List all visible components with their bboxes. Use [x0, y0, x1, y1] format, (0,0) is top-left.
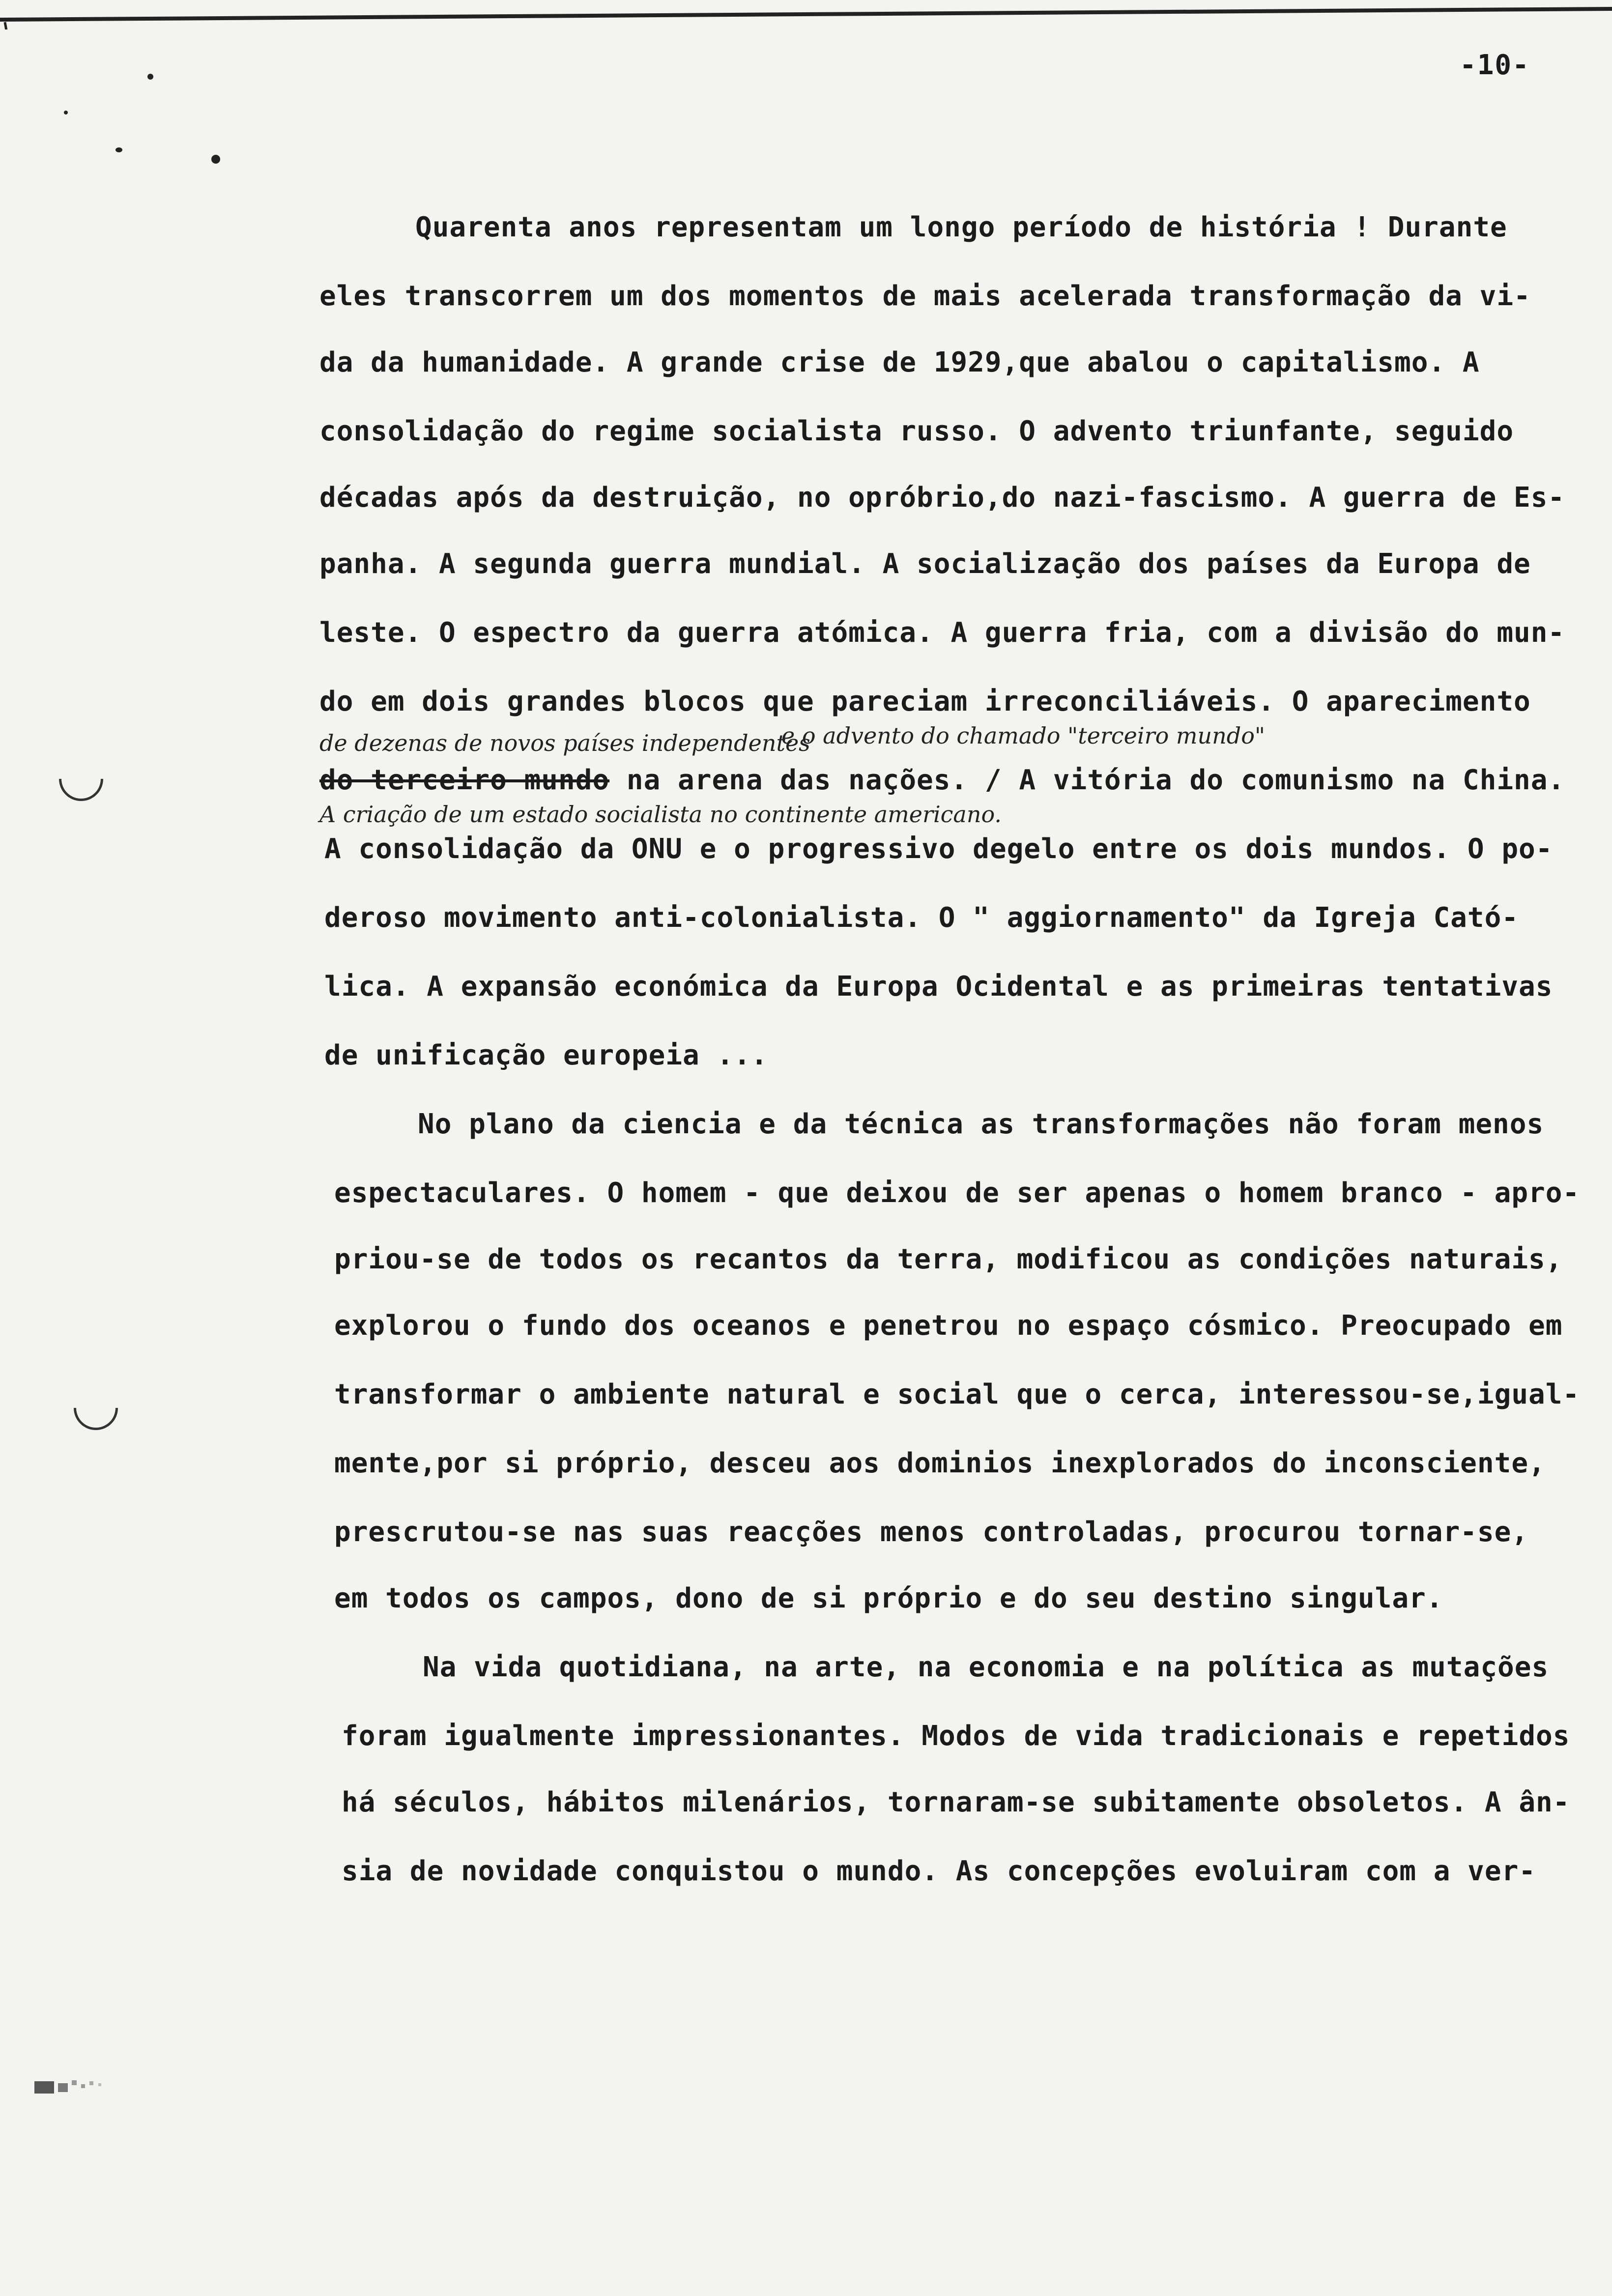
text-line: da da humanidade. A grande crise de 1929,que abalou o capitalismo. A: [319, 346, 1480, 378]
text-line: consolidação do regime socialista russo. O advento triunfante, seguido: [319, 415, 1514, 447]
edited-text-line: [319, 764, 1565, 796]
text-line: há séculos, hábitos milenários, tornaram-se subitamente obsoletos. A ân-: [342, 1786, 1570, 1818]
page-number: -10-: [1460, 49, 1530, 81]
text-line: A consolidação da ONU e o progressivo degelo entre os dois mundos. O po-: [324, 833, 1553, 865]
typed-text: A vitória do comunismo na China.: [1019, 764, 1565, 796]
text-line: explorou o fundo dos oceanos e penetrou no espaço cósmico. Preocupado em: [334, 1310, 1563, 1342]
scan-speck: [211, 155, 220, 164]
text-line: sia de novidade conquistou o mundo. As concepções evoluiram com a ver-: [342, 1855, 1536, 1887]
struck-text: do terceiro mundo: [319, 764, 610, 796]
text-line: lica. A expansão económica da Europa Ocidental e as primeiras tentativas: [324, 971, 1553, 1003]
text-line: foram igualmente impressionantes. Modos de vida tradicionais e repetidos: [342, 1720, 1570, 1752]
handwritten-annotation: de dezenas de novos países independentes: [319, 730, 810, 756]
handwritten-annotation: A criação de um estado socialista no continente americano.: [319, 801, 1002, 828]
text-line: No plano da ciencia e da técnica as transformações não foram menos: [418, 1108, 1544, 1140]
text-line: prescrutou-se nas suas reacções menos controladas, procurou tornar-se,: [334, 1516, 1529, 1548]
handwritten-annotation: e o advento do chamado "terceiro mundo": [781, 722, 1266, 749]
typed-text: na arena das nações.: [626, 764, 968, 796]
punch-hole-mark: [64, 1377, 127, 1439]
text-line: Quarenta anos representam um longo período de história ! Durante: [415, 211, 1507, 243]
text-line: deroso movimento anti-colonialista. O " aggiornamento" da Igreja Cató-: [324, 902, 1519, 934]
scan-stamp-mark: [34, 2071, 123, 2101]
scan-speck: [64, 111, 68, 115]
text-line: em todos os campos, dono de si próprio e do seu destino singular.: [334, 1582, 1443, 1614]
text-line: décadas após da destruição, no opróbrio,do nazi-fascismo. A guerra de Es-: [319, 482, 1565, 514]
scan-speck: [147, 74, 153, 80]
scan-speck: [115, 147, 122, 152]
text-line: leste. O espectro da guerra atómica. A guerra fria, com a divisão do mun-: [319, 617, 1565, 649]
text-line: eles transcorrem um dos momentos de mais acelerada transformação da vi-: [319, 280, 1531, 312]
top-edge-rule: [0, 0, 1612, 29]
text-line: transformar o ambiente natural e social que o cerca, interessou-se,igual-: [334, 1378, 1580, 1410]
text-line: priou-se de todos os recantos da terra, modificou as condições naturais,: [334, 1243, 1563, 1275]
text-line: de unificação europeia ...: [324, 1039, 768, 1071]
text-line: espectaculares. O homem - que deixou de ser apenas o homem branco - apro-: [334, 1177, 1580, 1209]
text-line: panha. A segunda guerra mundial. A socialização dos países da Europa de: [319, 548, 1531, 580]
text-line: mente,por si próprio, desceu aos dominios inexplorados do inconsciente,: [334, 1447, 1546, 1479]
insert-mark: /: [984, 764, 1002, 796]
text-line: do em dois grandes blocos que pareciam irreconciliáveis. O aparecimento: [319, 686, 1531, 718]
punch-hole-mark: [50, 747, 112, 810]
text-line: Na vida quotidiana, na arte, na economia e na política as mutações: [423, 1651, 1549, 1683]
